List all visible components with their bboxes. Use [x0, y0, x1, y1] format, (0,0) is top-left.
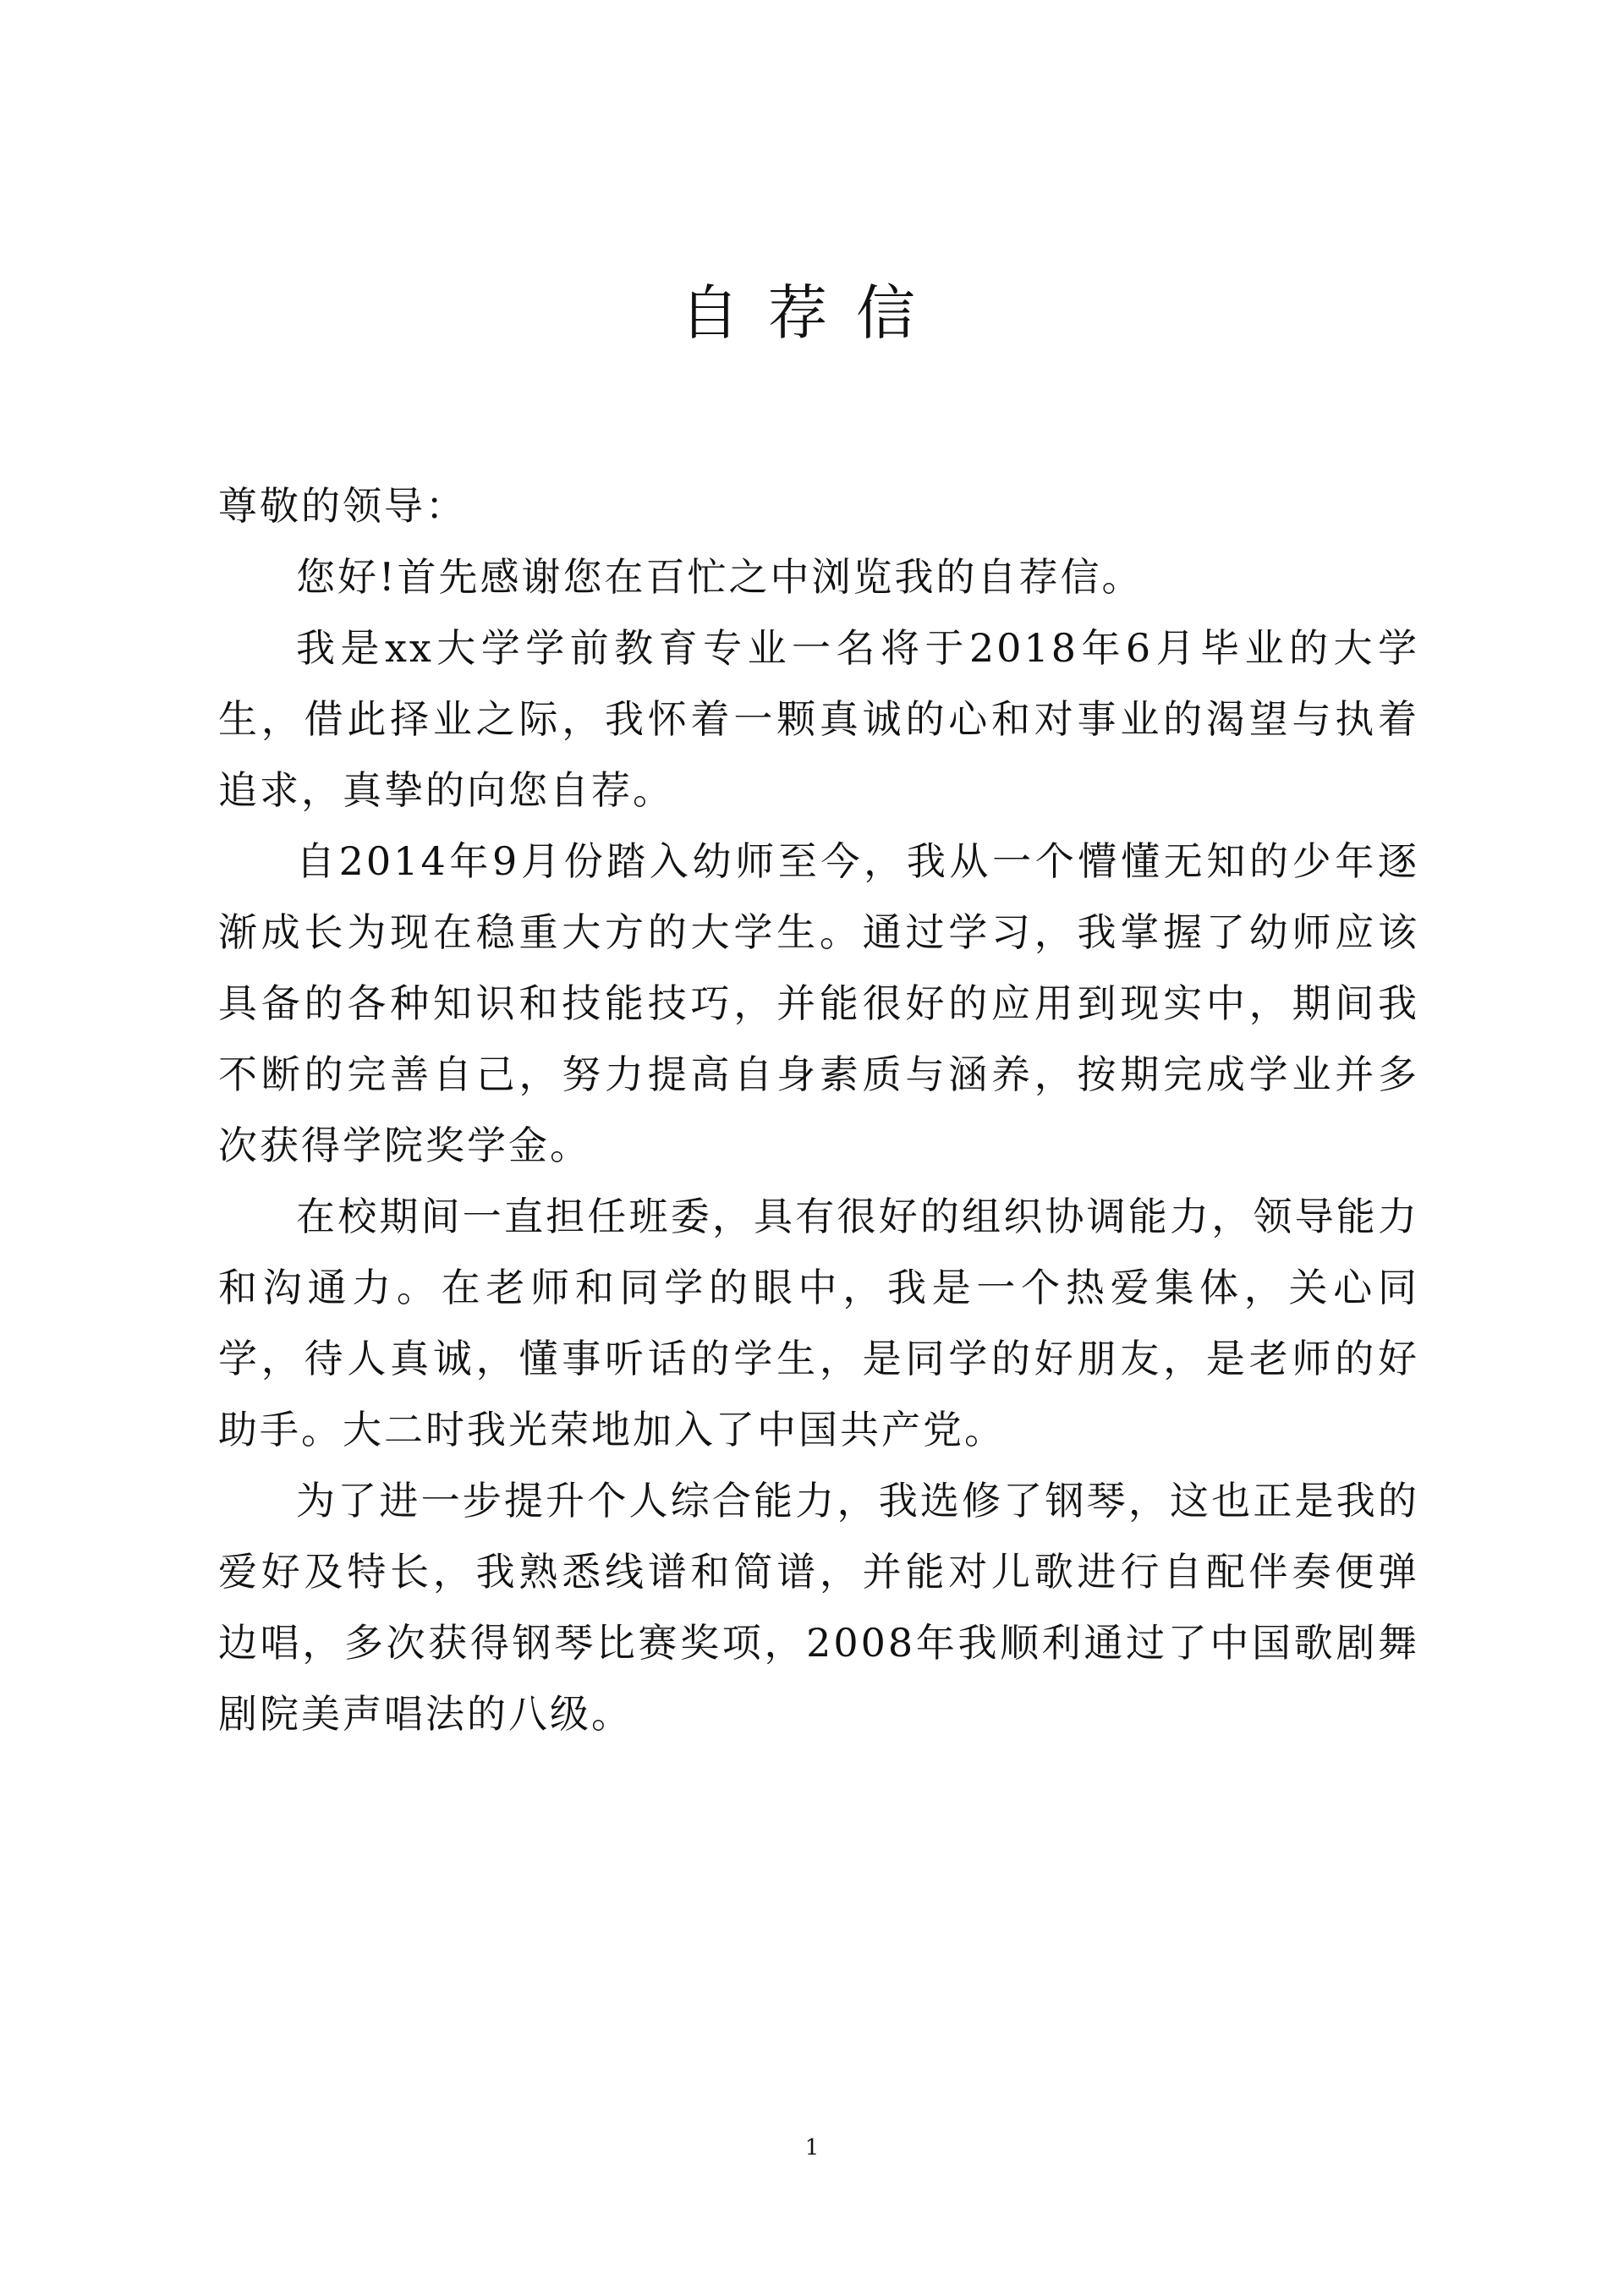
paragraph-greeting: 您好!首先感谢您在百忙之中浏览我的自荐信。 — [296, 554, 1144, 600]
document-title: 自荐信 — [680, 278, 944, 348]
paragraph-campus-role: 在校期间一直担任班委，具有很好的组织协调能力，领导能力和沟通力。在老师和同学的眼中，我是一个热爱集体，关心同学，待人真诚，懂事听话的学生，是同学的好朋友，是老师的好助手。大二时我光荣地加入了中国共产党。 — [218, 1194, 1419, 1452]
letter-body — [218, 470, 1419, 1749]
paragraph-introduction: 我是xx大学学前教育专业一名将于2018年6月毕业的大学生，借此择业之际，我怀着一颗真诚的心和对事业的渴望与执着追求，真挚的向您自荐。 — [218, 625, 1419, 813]
page-number: 1 — [804, 2135, 820, 2160]
paragraph-study-experience: 自2014年9月份踏入幼师至今，我从一个懵懂无知的少年逐渐成长为现在稳重大方的大学生。通过学习，我掌握了幼师应该具备的各种知识和技能技巧，并能很好的应用到现实中，期间我不断的完善自己，努力提高自身素质与涵养，按期完成学业并多次获得学院奖学金。 — [218, 838, 1419, 1168]
salutation: 尊敬的领导： — [218, 483, 467, 529]
paragraph-talents: 为了进一步提升个人综合能力，我选修了钢琴，这也正是我的爱好及特长，我熟悉线谱和简谱，并能对儿歌进行自配伴奏便弹边唱，多次获得钢琴比赛奖项，2008年我顺利通过了中国歌剧舞剧院美声唱法的八级。 — [218, 1478, 1419, 1737]
